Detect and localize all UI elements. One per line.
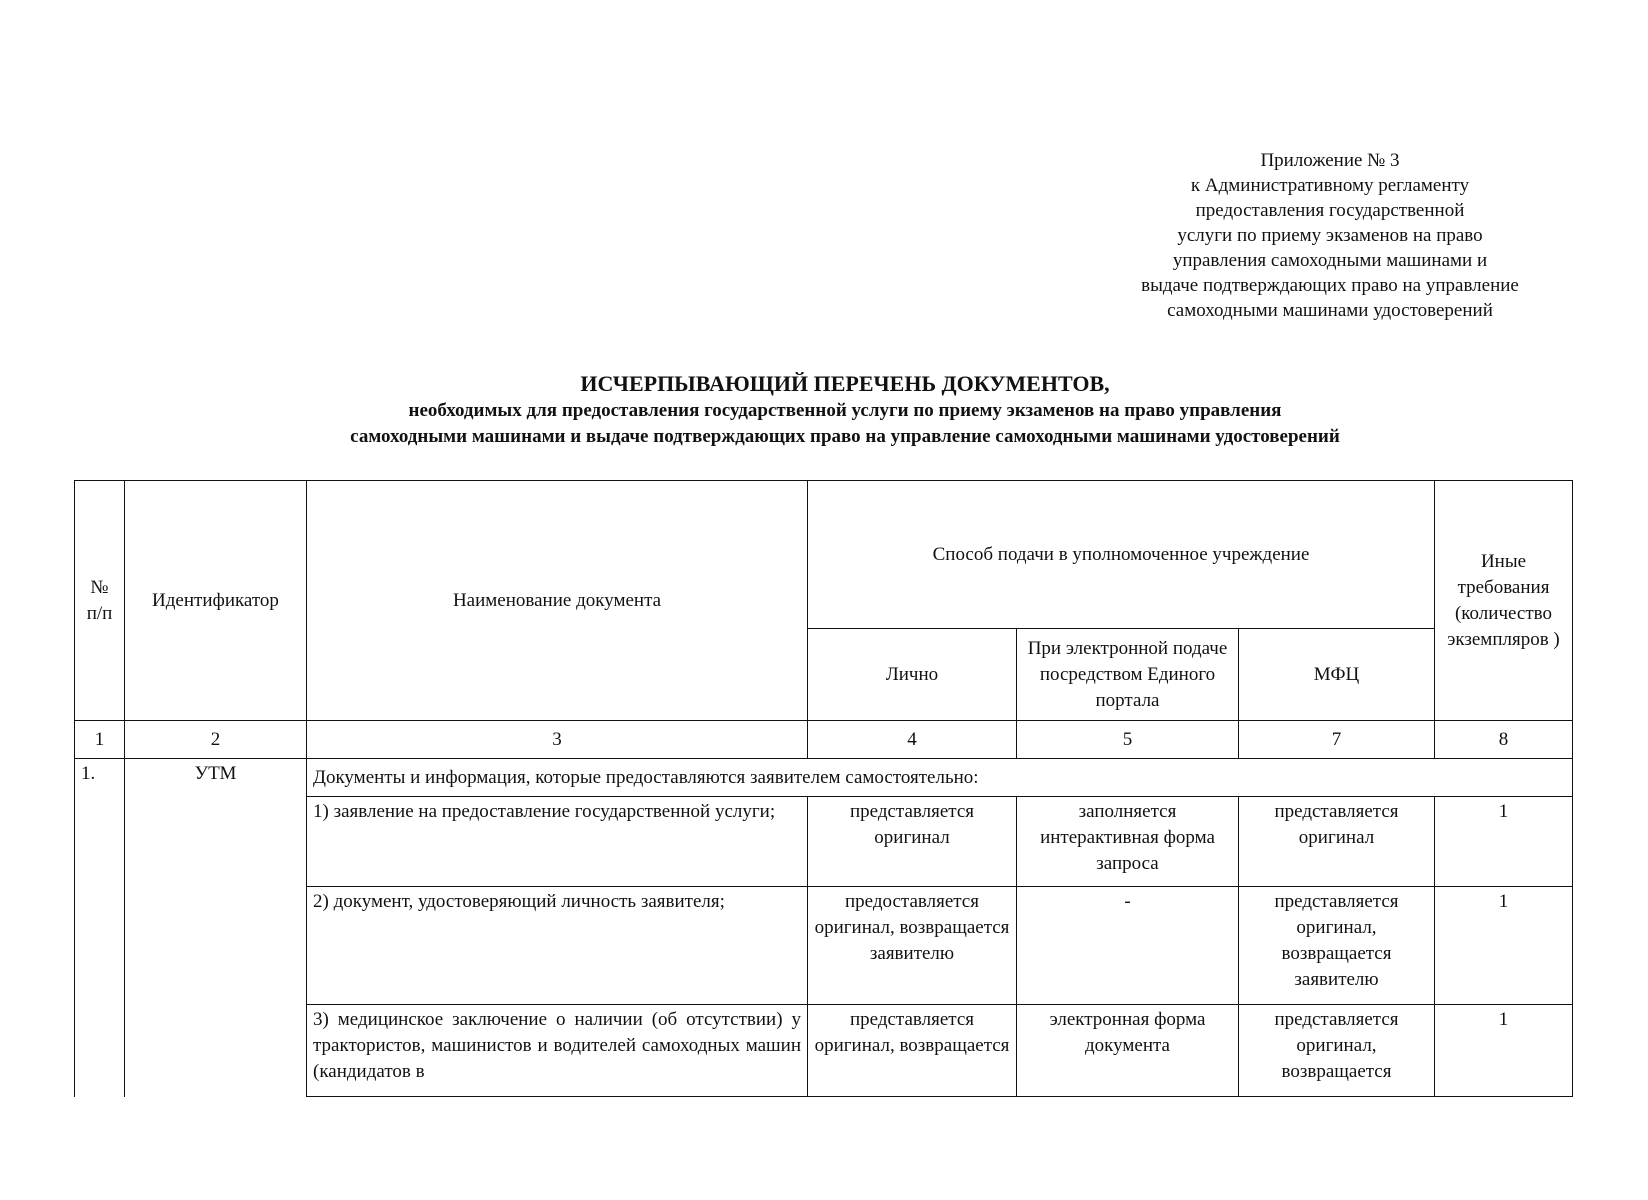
column-number: 4 — [808, 721, 1017, 759]
header-submission-method: Способ подачи в уполномоченное учреждение — [808, 481, 1435, 629]
header-row-1 — [75, 481, 1573, 629]
appendix-line: самоходными машинами удостоверений — [1167, 300, 1493, 321]
section-caption: Документы и информация, которые предоставляются заявителем самостоятельно: — [307, 759, 1573, 797]
header-identifier: Идентификатор — [125, 481, 307, 721]
header-electronic: При электронной подаче посредством Единого портала — [1017, 629, 1239, 721]
mfc-cell: представляется оригинал — [1239, 797, 1435, 887]
count-cell: 1 — [1435, 887, 1573, 1005]
appendix-line: управления самоходными машинами и — [1172, 250, 1488, 271]
count-cell: 1 — [1435, 1005, 1573, 1097]
mfc-cell: представляется оригинал, возвращается заявителю — [1239, 887, 1435, 1005]
appendix-reference — [1110, 148, 1550, 323]
header-mfc: МФЦ — [1239, 629, 1435, 721]
header-personally: Лично — [808, 629, 1017, 721]
title-main: ИСЧЕРПЫВАЮЩИЙ ПЕРЕЧЕНЬ ДОКУМЕНТОВ, — [580, 371, 1110, 396]
electronic-cell: - — [1017, 887, 1239, 1005]
column-number: 8 — [1435, 721, 1573, 759]
header-num: № п/п — [75, 481, 125, 721]
column-number: 7 — [1239, 721, 1435, 759]
document-name-cell: 3) медицинское заключение о наличии (об отсутствии) у трактористов, машинистов и водителей самоходных машин (кандидатов в — [307, 1005, 808, 1097]
column-number: 5 — [1017, 721, 1239, 759]
section-identifier: УТМ — [125, 759, 307, 1097]
personally-cell: представляется оригинал — [808, 797, 1017, 887]
personally-cell: предоставляется оригинал, возвращается заявителю — [808, 887, 1017, 1005]
section-row — [75, 759, 1573, 797]
column-number-row — [75, 721, 1573, 759]
title-subtitle-line-2: самоходными машинами и выдаче подтверждающих право на управление самоходными машинами удостоверений — [350, 426, 1340, 447]
appendix-line: выдаче подтверждающих право на управление — [1141, 275, 1519, 296]
appendix-line: услуги по приему экзаменов на право — [1177, 225, 1483, 246]
header-document-name: Наименование документа — [307, 481, 808, 721]
document-name-cell: 1) заявление на предоставление государственной услуги; — [307, 797, 808, 887]
documents-table — [74, 480, 1573, 1097]
header-other-requirements: Иные требования (количество экземпляров ) — [1435, 481, 1573, 721]
document-name-cell: 2) документ, удостоверяющий личность заявителя; — [307, 887, 808, 1005]
column-number: 1 — [75, 721, 125, 759]
section-number: 1. — [75, 759, 125, 1097]
count-cell: 1 — [1435, 797, 1573, 887]
title-subtitle-line-1: необходимых для предоставления государственной услуги по приему экзаменов на право управления — [408, 400, 1282, 421]
personally-cell: представляется оригинал, возвращается — [808, 1005, 1017, 1097]
electronic-cell: заполняется интерактивная форма запроса — [1017, 797, 1239, 887]
appendix-line: предоставления государственной — [1195, 200, 1465, 221]
appendix-line: к Административному регламенту — [1190, 175, 1470, 196]
electronic-cell: электронная форма документа — [1017, 1005, 1239, 1097]
column-number: 2 — [125, 721, 307, 759]
document-title — [0, 370, 1648, 450]
appendix-line: Приложение № 3 — [1260, 150, 1400, 171]
column-number: 3 — [307, 721, 808, 759]
mfc-cell: представляется оригинал, возвращается — [1239, 1005, 1435, 1097]
